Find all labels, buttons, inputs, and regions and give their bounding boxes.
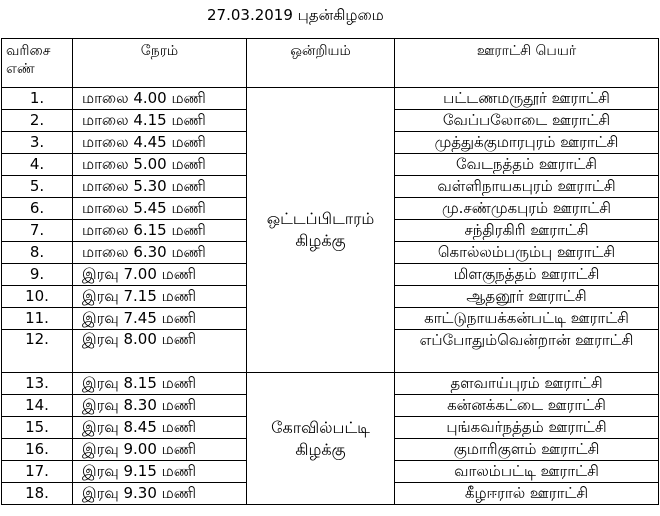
panchayat-name: சந்திரகிரி ஊராட்சி [395,220,659,242]
time-cell: இரவு 8.15 மணி [73,373,247,395]
panchayat-name: குமாரிகுளம் ஊராட்சி [395,439,659,461]
serial-number: 2. [2,110,73,132]
serial-number: 3. [2,132,73,154]
page-title: 27.03.2019 புதன்கிழமை [207,6,384,24]
panchayat-name: கீழஈரால் ஊராட்சி [395,483,659,505]
serial-number: 4. [2,154,73,176]
time-cell: இரவு 8.00 மணி [73,330,247,373]
schedule-table [1,38,659,505]
table-row [2,88,659,110]
time-cell: இரவு 7.00 மணி [73,264,247,286]
serial-number: 6. [2,198,73,220]
panchayat-name: தளவாய்புரம் ஊராட்சி [395,373,659,395]
time-cell: இரவு 9.00 மணி [73,439,247,461]
header-serial: வரிசை எண் [2,39,73,88]
panchayat-name: புங்கவர்நத்தம் ஊராட்சி [395,417,659,439]
serial-number: 14. [2,395,73,417]
table-header-row [2,39,659,88]
table-row [2,373,659,395]
header-time: நேரம் [73,39,247,88]
panchayat-name: முத்துக்குமாரபுரம் ஊராட்சி [395,132,659,154]
time-cell: இரவு 7.15 மணி [73,286,247,308]
union-cell: ஒட்டப்பிடாரம் கிழக்கு [247,88,395,373]
serial-number: 12. [2,330,73,373]
panchayat-name: வாலம்பட்டி ஊராட்சி [395,461,659,483]
time-cell: மாலை 6.30 மணி [73,242,247,264]
serial-number: 16. [2,439,73,461]
time-cell: மாலை 5.00 மணி [73,154,247,176]
panchayat-name: மிளகுநத்தம் ஊராட்சி [395,264,659,286]
panchayat-name: வேப்பலோடை ஊராட்சி [395,110,659,132]
panchayat-name: மு.சண்முகபுரம் ஊராட்சி [395,198,659,220]
panchayat-name: வேடநத்தம் ஊராட்சி [395,154,659,176]
serial-number: 15. [2,417,73,439]
panchayat-name: பட்டணமருதூர் ஊராட்சி [395,88,659,110]
serial-number: 9. [2,264,73,286]
union-cell: கோவில்பட்டி கிழக்கு [247,373,395,505]
time-cell: இரவு 7.45 மணி [73,308,247,330]
serial-number: 17. [2,461,73,483]
panchayat-name: கொல்லம்பரும்பு ஊராட்சி [395,242,659,264]
time-cell: இரவு 8.30 மணி [73,395,247,417]
panchayat-name: காட்டுநாயக்கன்பட்டி ஊராட்சி [395,308,659,330]
time-cell: மாலை 5.30 மணி [73,176,247,198]
time-cell: மாலை 4.45 மணி [73,132,247,154]
serial-number: 18. [2,483,73,505]
serial-number: 10. [2,286,73,308]
serial-number: 1. [2,88,73,110]
serial-number: 7. [2,220,73,242]
serial-number: 11. [2,308,73,330]
time-cell: இரவு 9.30 மணி [73,483,247,505]
serial-number: 8. [2,242,73,264]
panchayat-name: எப்போதும்வென்றான் ஊராட்சி [395,330,659,373]
time-cell: மாலை 4.15 மணி [73,110,247,132]
panchayat-name: கன்னக்கட்டை ஊராட்சி [395,395,659,417]
table-body [2,88,659,505]
time-cell: மாலை 6.15 மணி [73,220,247,242]
time-cell: மாலை 5.45 மணி [73,198,247,220]
panchayat-name: ஆதனூர் ஊராட்சி [395,286,659,308]
time-cell: இரவு 8.45 மணி [73,417,247,439]
time-cell: இரவு 9.15 மணி [73,461,247,483]
serial-number: 13. [2,373,73,395]
time-cell: மாலை 4.00 மணி [73,88,247,110]
serial-number: 5. [2,176,73,198]
header-union: ஒன்றியம் [247,39,395,88]
header-panchayat: ஊராட்சி பெயர் [395,39,659,88]
panchayat-name: வள்ளிநாயகபுரம் ஊராட்சி [395,176,659,198]
